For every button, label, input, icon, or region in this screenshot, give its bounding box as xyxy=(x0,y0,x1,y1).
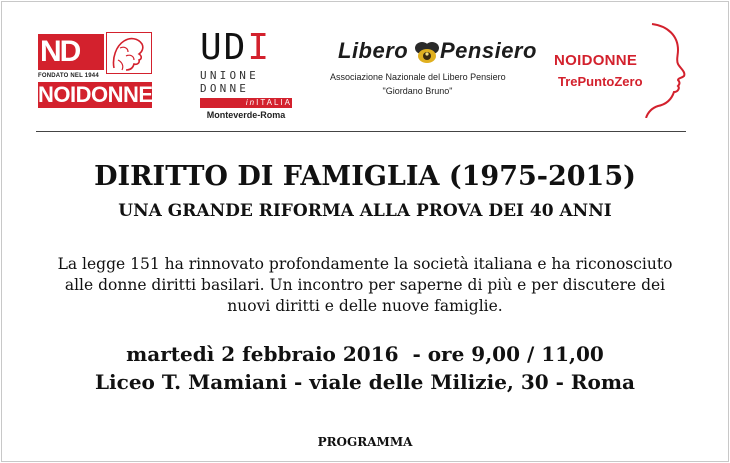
page-subtitle: UNA GRANDE RIFORMA ALLA PROVA DEI 40 ANNI xyxy=(118,201,612,221)
udi-letter-red: I xyxy=(247,27,272,68)
udi-subtitle: Monteverde-Roma xyxy=(206,110,286,120)
libero-pensiero-association: Associazione Nazionale del Libero Pensiero xyxy=(330,72,506,82)
udi-letters-black: UD xyxy=(200,27,248,68)
face-profile-icon xyxy=(106,32,152,74)
intro-line: nuovi diritti e delle nuove famiglie. xyxy=(227,297,503,315)
udi-line-unione: UNIONE xyxy=(200,69,259,82)
pensiero-word: Pensiero xyxy=(440,38,537,63)
udi-bar xyxy=(200,98,292,108)
noidonne-logo xyxy=(36,32,154,110)
noidonne-tre-line2: TrePuntoZero xyxy=(558,74,643,89)
udi-bar-in: in xyxy=(245,98,257,107)
udi-logo xyxy=(200,27,292,122)
noidonne-tre-line1: NOIDONNE xyxy=(554,52,638,69)
intro-line: La legge 151 ha rinnovato profondamente la società italiana e ha riconosciuto xyxy=(57,255,673,273)
libero-pensiero-named-after: "Giordano Bruno" xyxy=(382,86,453,96)
page-title: DIRITTO DI FAMIGLIA (1975-2015) xyxy=(94,161,636,192)
libero-pensiero-logo xyxy=(330,38,537,104)
udi-letters xyxy=(200,27,292,68)
program-label: PROGRAMMA xyxy=(317,435,413,449)
noidonne-founded: FONDATO NEL 1944 xyxy=(38,73,99,79)
intro-paragraph xyxy=(40,254,690,317)
pansy-flower-icon xyxy=(414,40,440,64)
udi-line-donne: DONNE xyxy=(200,82,250,95)
header-divider xyxy=(36,131,686,132)
udi-bar-text: ITALIA xyxy=(256,98,292,107)
noidonne-trepuntozero-logo xyxy=(548,22,688,118)
event-datetime: martedì 2 febbraio 2016 - ore 9,00 / 11,00 xyxy=(126,342,604,366)
intro-line: alle donne diritti basilari. Un incontro per saperne di più e per discutere dei xyxy=(64,276,666,294)
noidonne-initials: ND xyxy=(38,34,104,70)
libero-word: Libero xyxy=(338,38,409,63)
event-venue: Liceo T. Mamiani - viale delle Milizie, 30 - Roma xyxy=(94,370,635,394)
noidonne-logo-top xyxy=(36,32,154,72)
face-profile-outline-icon xyxy=(638,22,690,118)
noidonne-name: NOIDONNE xyxy=(38,82,153,107)
